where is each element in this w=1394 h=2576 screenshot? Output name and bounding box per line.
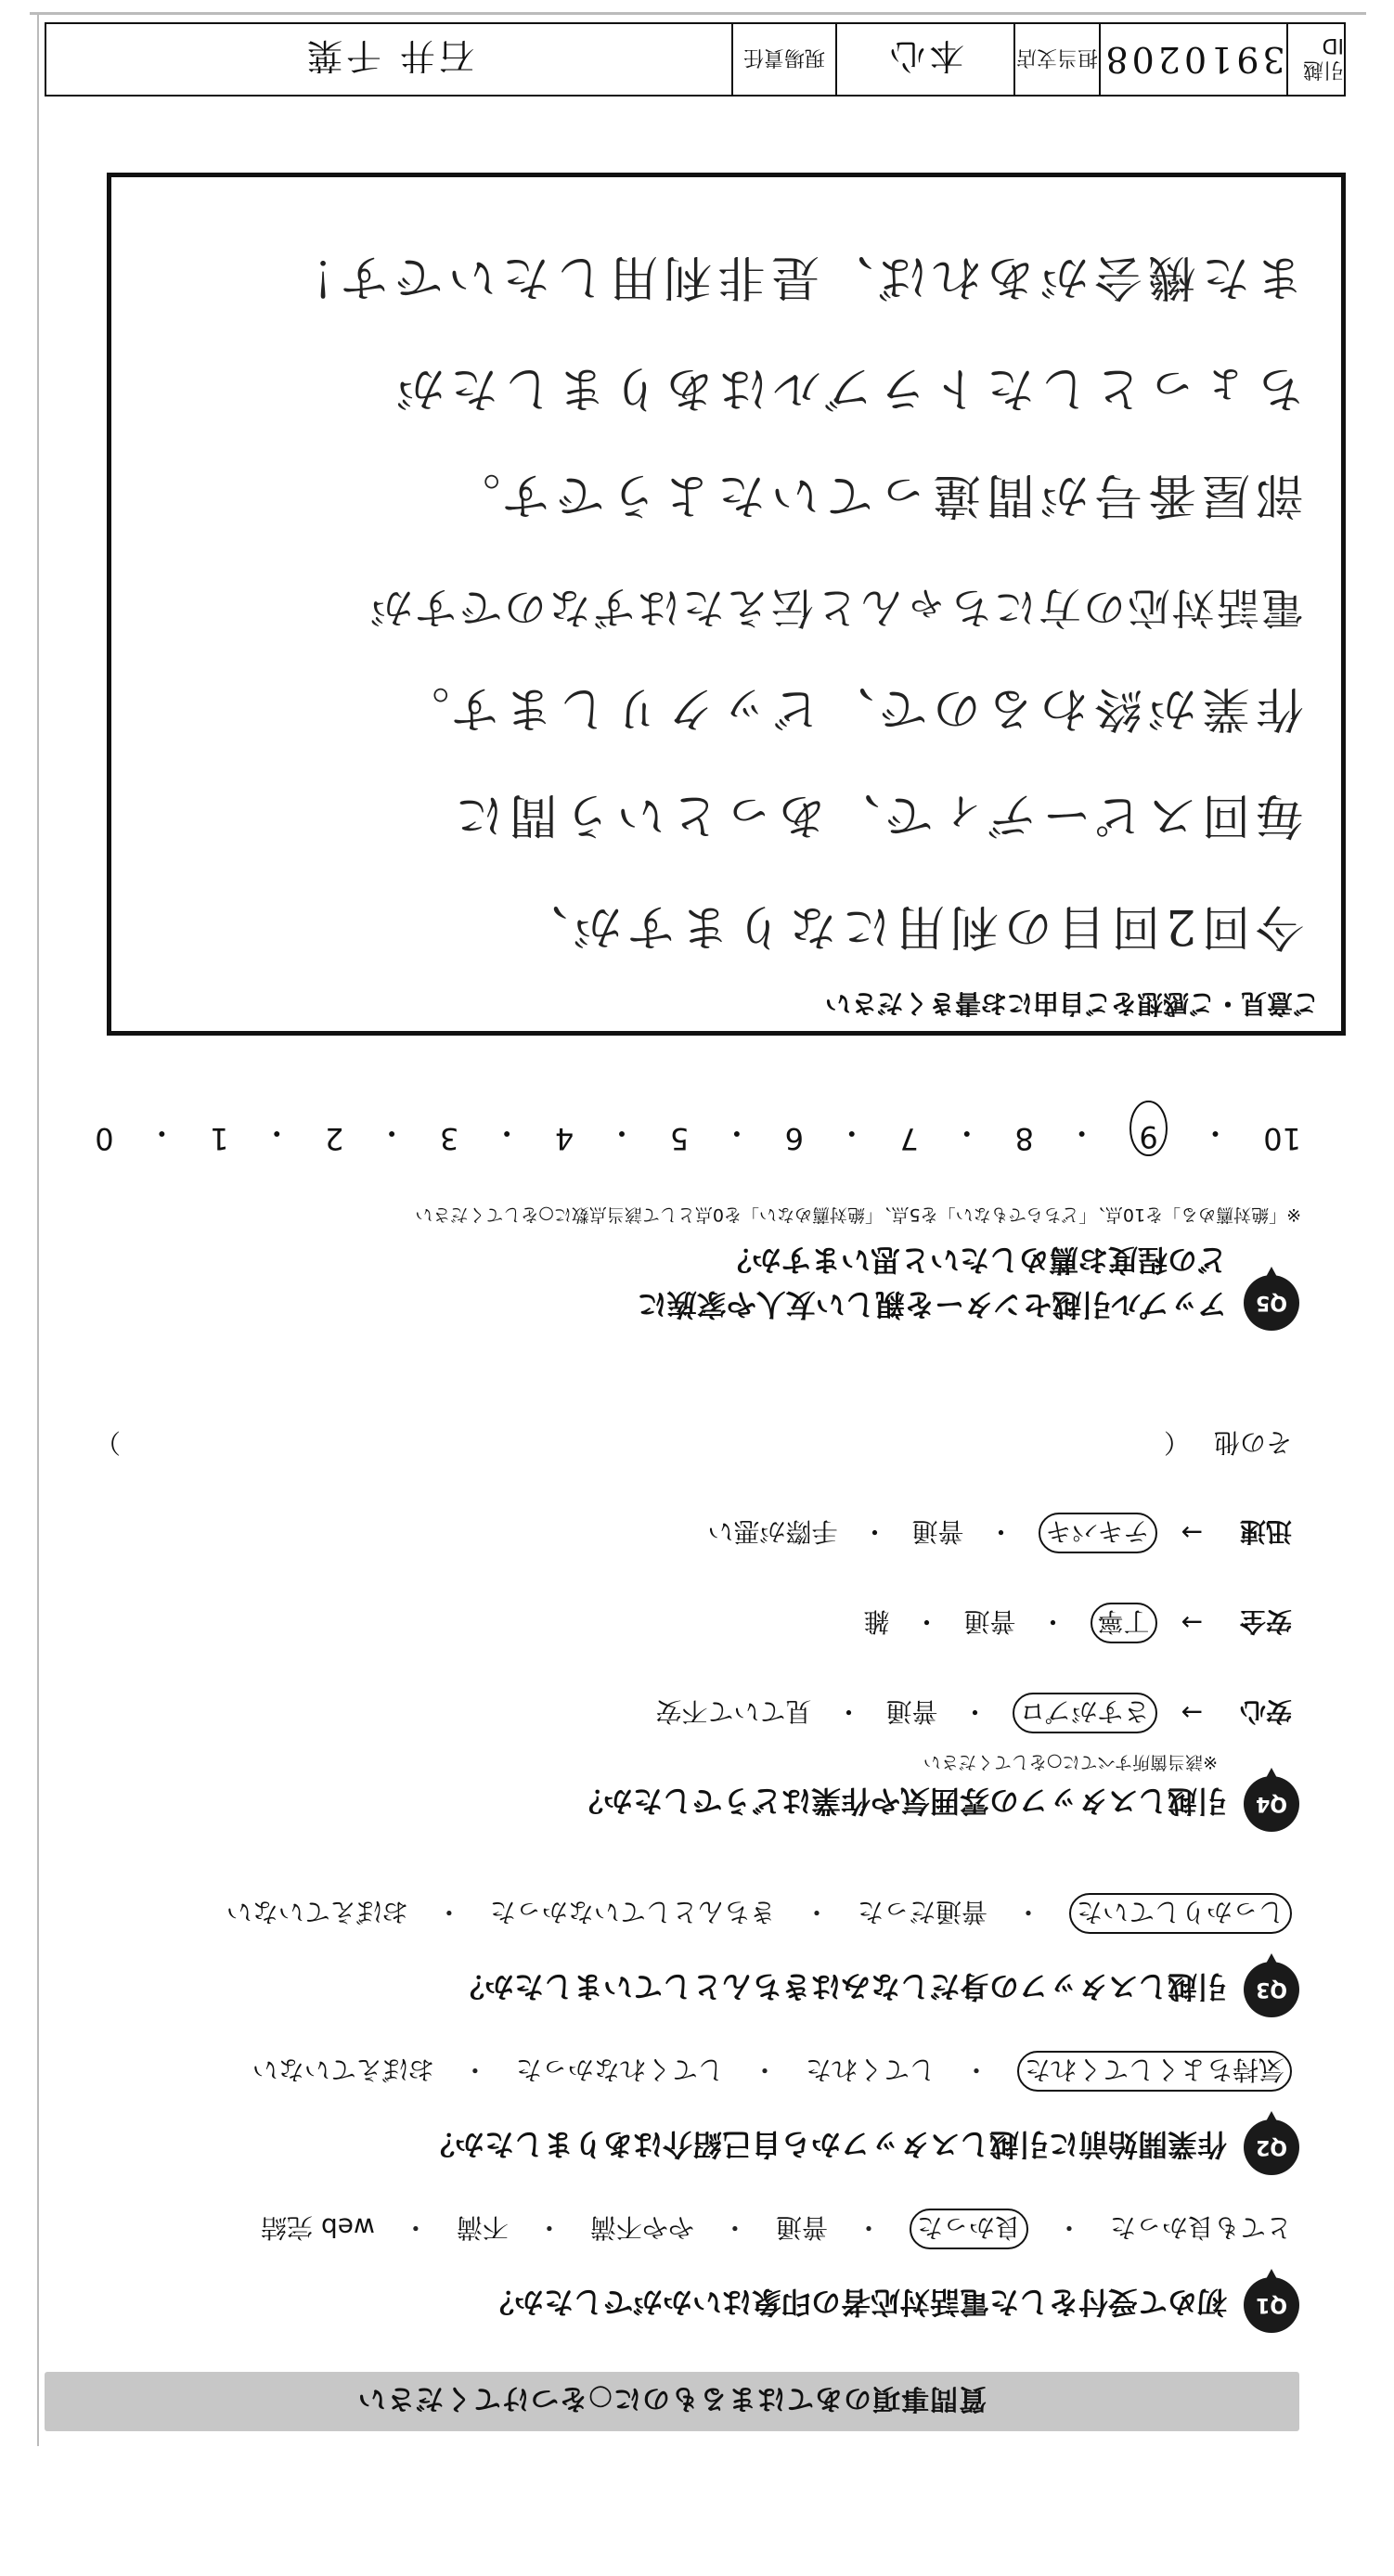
arrow: → bbox=[1181, 1607, 1203, 1639]
q1-option-selected[interactable]: 良かった bbox=[910, 2209, 1028, 2249]
comment-line: 部屋番号が間違っていたようです。 bbox=[446, 467, 1304, 522]
q5-text-line1: アップル引越センターを親しい友人や家族に bbox=[637, 1287, 1227, 1322]
q4-row-jinsoku: 迅速 → テキパキ ・ 普通 ・ 手際が悪い bbox=[707, 1513, 1292, 1553]
q5-score[interactable]: 2 bbox=[325, 1121, 344, 1156]
q1-options: とても良かった ・ 良かった ・ 普通 ・ やや不満 ・ 不満 ・ web 完結 bbox=[261, 2209, 1292, 2249]
instruction-banner: 質問事項のあてはまるものに○をつけてください bbox=[45, 2372, 1299, 2431]
arrow: → bbox=[1181, 1697, 1203, 1729]
q4-option-selected[interactable]: さすがプロ bbox=[1013, 1693, 1157, 1733]
q4-row-label: 迅速 bbox=[1239, 1516, 1292, 1547]
q4-option[interactable]: 見ていて不安 bbox=[655, 1696, 812, 1727]
q4-option-selected[interactable]: 丁寧 bbox=[1091, 1603, 1157, 1643]
q2-option[interactable]: してくれなかった bbox=[515, 2054, 724, 2085]
q2-option[interactable]: してくれた bbox=[805, 2054, 936, 2085]
q5-score[interactable]: 6 bbox=[784, 1121, 805, 1156]
leader-label: 現場責任 bbox=[731, 24, 835, 95]
q5-score[interactable]: 4 bbox=[554, 1121, 574, 1156]
q3-option[interactable]: おぼえていない bbox=[226, 1897, 408, 1927]
q5-scale: 10 ・ 9 ・ 8 ・ 7 ・ 6 ・ 5 ・ 4 ・ 3 ・ 2 ・ 1 ・ 0 bbox=[95, 1101, 1301, 1156]
id-value: 3910208 bbox=[1099, 24, 1286, 95]
scan-edge bbox=[30, 12, 1366, 15]
q2-text: 作業開始前に引越しスタッフから自己紹介はありましたか？ bbox=[424, 2127, 1227, 2162]
q4-other bbox=[95, 1425, 1292, 1462]
q4-option[interactable]: 普通 bbox=[963, 1606, 1016, 1637]
q1-badge: Q1 bbox=[1244, 2277, 1299, 2333]
q5-score[interactable]: 8 bbox=[1014, 1121, 1034, 1156]
comment-line: 今回2回目の利用になりますが、 bbox=[513, 898, 1304, 954]
q5-text-line2: どの程度お薦めしたいと思いますか？ bbox=[721, 1243, 1227, 1278]
comment-line: 毎回スピーディで、あっという間に bbox=[449, 787, 1304, 843]
q2-options: 気持ちよくしてくれた ・ してくれた ・ してくれなかった ・ おぼえていない bbox=[252, 2051, 1292, 2092]
q5-score[interactable]: 0 bbox=[95, 1121, 114, 1156]
comment-line: また機会があれば、是非利用したいです！ bbox=[280, 249, 1304, 304]
q1-option[interactable]: 普通 bbox=[775, 2212, 828, 2243]
q4-option[interactable]: 雑 bbox=[863, 1606, 890, 1637]
q5-score[interactable]: 7 bbox=[899, 1121, 919, 1156]
q3-badge: Q3 bbox=[1244, 1962, 1299, 2017]
q2-option[interactable]: おぼえていない bbox=[252, 2054, 434, 2085]
q5-score[interactable]: 1 bbox=[210, 1121, 229, 1156]
q1-text: 初めて受付をした電話対応者の印象はいかがでしたか？ bbox=[484, 2285, 1227, 2320]
scan-edge bbox=[37, 15, 39, 2446]
comment-line: 電話対応の方にちゃんと伝えたはずなのですが bbox=[368, 583, 1304, 633]
q1-option[interactable]: やや不満 bbox=[589, 2212, 694, 2243]
id-label: 引越ID bbox=[1286, 24, 1344, 95]
q4-other-label: その他 bbox=[1213, 1427, 1292, 1458]
q4-option[interactable]: 手際が悪い bbox=[707, 1516, 838, 1547]
q5-note: ※「絶対薦める」を10点、「どちらでもない」を5点、「絶対薦めない」を0点として該当点数に○をしてください bbox=[415, 1204, 1301, 1225]
q5-badge: Q5 bbox=[1244, 1275, 1299, 1331]
q3-option[interactable]: 普通だった bbox=[857, 1897, 987, 1927]
id-strip bbox=[45, 22, 1346, 97]
q4-row-anshin: 安心 → さすがプロ ・ 普通 ・ 見ていて不安 bbox=[655, 1693, 1292, 1733]
q1-option[interactable]: 不満 bbox=[456, 2212, 509, 2243]
q3-option-selected[interactable]: しっかりしていた bbox=[1069, 1893, 1292, 1934]
comment-line: 作業が終わるので、ビックリします。 bbox=[395, 680, 1304, 736]
q2-badge: Q2 bbox=[1244, 2119, 1299, 2175]
q4-badge: Q4 bbox=[1244, 1776, 1299, 1832]
q4-text: 引越しスタッフの雰囲気や作業はどうでしたか？ bbox=[573, 1784, 1227, 1819]
q1-option[interactable]: とても良かった bbox=[1109, 2212, 1292, 2243]
q4-note: ※該当箇所すべてに○をしてください bbox=[923, 1752, 1218, 1772]
comment-box[interactable] bbox=[107, 173, 1346, 1036]
q3-option[interactable]: きちんとしていなかった bbox=[489, 1897, 776, 1927]
arrow: → bbox=[1181, 1517, 1203, 1549]
comment-title: ご意見・ご感想をご自由にお書きください bbox=[824, 988, 1319, 1019]
q2-option-selected[interactable]: 気持ちよくしてくれた bbox=[1017, 2051, 1292, 2092]
q4-option-selected[interactable]: テキパキ bbox=[1039, 1513, 1157, 1553]
q5-score-selected[interactable]: 9 bbox=[1129, 1101, 1167, 1156]
q5-score[interactable]: 5 bbox=[669, 1121, 690, 1156]
q4-other-open: （ bbox=[1163, 1427, 1190, 1458]
q4-row-anzen: 安全 → 丁寧 ・ 普通 ・ 雑 bbox=[863, 1603, 1292, 1643]
q3-text: 引越しスタッフの身だしなみはきちんとしていましたか？ bbox=[454, 1969, 1227, 2004]
q3-options: しっかりしていた ・ 普通だった ・ きちんとしていなかった ・ おぼえていない bbox=[226, 1893, 1292, 1934]
q1-option[interactable]: web 完結 bbox=[261, 2212, 375, 2243]
branch-value: 本心 bbox=[835, 24, 1013, 95]
q4-option[interactable]: 普通 bbox=[911, 1516, 964, 1547]
leader-value: 石井 千葉 bbox=[303, 35, 475, 77]
q4-row-label: 安全 bbox=[1239, 1606, 1292, 1637]
q4-option[interactable]: 普通 bbox=[885, 1696, 938, 1727]
q4-row-label: 安心 bbox=[1239, 1696, 1292, 1727]
q5-score[interactable]: 3 bbox=[439, 1121, 459, 1156]
branch-label: 担当支店 bbox=[1013, 24, 1099, 95]
q4-other-close: ） bbox=[95, 1427, 122, 1458]
comment-line: ちょっとしたトラブルはありましたが bbox=[391, 360, 1304, 416]
q5-score[interactable]: 10 bbox=[1263, 1121, 1301, 1156]
